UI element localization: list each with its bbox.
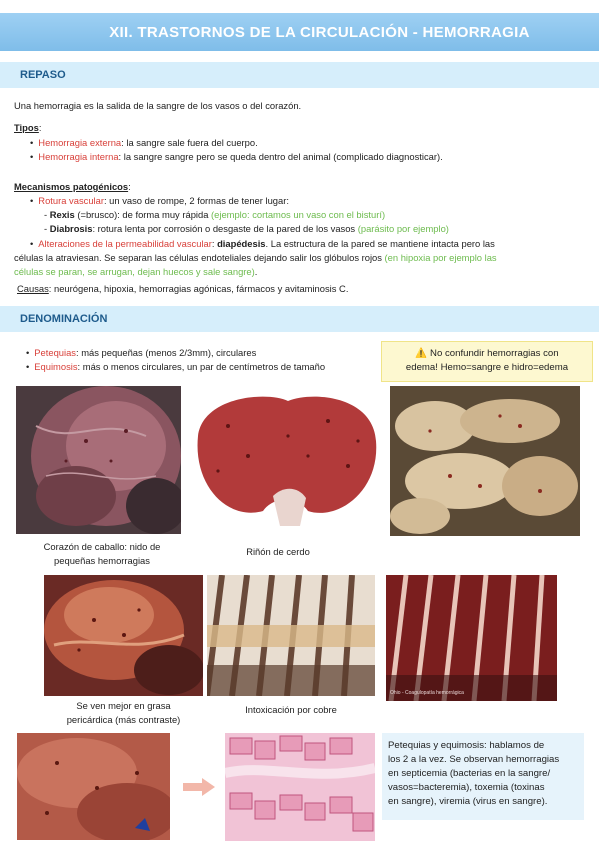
info-line: en septicemia (bacterias en la sangre/ [388, 768, 551, 779]
note-permeabilidad-1: (en hipoxia por ejemplo las [384, 252, 497, 263]
desc-rotura-vascular: : un vaso de rompe, 2 formas de tener lugar: [103, 195, 289, 206]
causas-heading: Causas [17, 283, 49, 294]
desc-equimosis: : más o menos circulares, un par de centímetros de tamaño [77, 361, 326, 372]
list-item [26, 360, 325, 374]
paragraph-line [14, 251, 497, 265]
perm-sep: : [211, 238, 218, 249]
caption-horse-heart-line-2: pequeñas hemorragias [54, 555, 150, 566]
caption-pericardial-fat-line-1: Se ven mejor en grasa [76, 700, 171, 711]
mecanismos-label: Mecanismos patogénicos: [14, 181, 131, 192]
list-item [30, 136, 258, 150]
list-item [26, 346, 256, 360]
perm-end: . [254, 266, 258, 277]
causas-line [17, 282, 348, 296]
caption-pig-kidney: Riñón de cerdo [246, 546, 310, 557]
info-line: los 2 a la vez. Se observan hemorragias [388, 754, 560, 765]
section-heading-repaso: REPASO [0, 62, 599, 88]
term-petequias: Petequias [34, 347, 76, 358]
term-rotura-vascular: Rotura vascular [38, 195, 104, 206]
desc-permeabilidad-1: . La estructura de la pared se mantiene intacta pero las [265, 238, 495, 249]
paragraph-line [14, 265, 257, 279]
caption-pericardial-fat-line-2: pericárdica (más contraste) [66, 714, 181, 725]
warning-line-2: edema! Hemo=sangre e hidro=edema [405, 362, 569, 373]
caption-copper-intoxication: Intoxicación por cobre [245, 704, 337, 715]
photo-intestines [390, 386, 580, 536]
top-strip [0, 0, 599, 11]
photo-copper-intoxication [207, 575, 375, 696]
desc-permeabilidad-2: células la atraviesan. Se separan las células endoteliales dejando salir los glóbulos rojos [14, 252, 385, 263]
photo-ribs-hemorrhage [386, 575, 557, 701]
note-rexis: (ejemplo: cortamos un vaso con el bisturí) [211, 209, 386, 220]
term-rexis: Rexis [49, 209, 75, 220]
list-item [44, 208, 385, 222]
warning-line-1: No confundir hemorragias con [430, 348, 559, 359]
page-title: XII. TRASTORNOS DE LA CIRCULACIÓN - HEMORRAGIA [0, 13, 599, 51]
photo-watermark: Ohio - Coagulopatía hemorrágica [390, 690, 464, 696]
desc-hemorragia-interna: : la sangre sangre pero se queda dentro del animal (complicado diagnosticar). [118, 151, 443, 162]
list-item [30, 237, 495, 251]
photo-pericardial-fat [44, 575, 203, 696]
intro-text: Una hemorragia es la salida de la sangre de los vasos o del corazón. [14, 100, 302, 111]
info-line: Petequias y equimosis: hablamos de [388, 740, 545, 751]
term-hemorragia-externa: Hemorragia externa [38, 137, 122, 148]
term-diapedesis: diapédesis [217, 238, 266, 249]
tipos-label: Tipos: [14, 122, 42, 133]
photo-horse-heart [16, 386, 181, 534]
caption-horse-heart-line-1: Corazón de caballo: nido de [43, 541, 161, 552]
warning-icon: ⚠️ [415, 348, 428, 359]
list-item [30, 150, 443, 164]
desc-hemorragia-externa: : la sangre sale fuera del cuerpo. [121, 137, 258, 148]
term-permeabilidad: Alteraciones de la permeabilidad vascular [38, 238, 212, 249]
photo-pig-kidney [188, 386, 384, 534]
warning-box [381, 341, 593, 382]
note-permeabilidad-2: células se paran, se arrugan, dejan huecos y sale sangre) [14, 266, 255, 277]
term-diabrosis: Diabrosis [49, 223, 93, 234]
photo-histology [225, 733, 375, 841]
caption-pericardial-fat [44, 699, 203, 727]
info-line: en sangre), viremia (virus en sangre). [388, 796, 548, 807]
mecanismos-heading: Mecanismos patogénicos [14, 181, 129, 192]
arrow-right-icon [183, 778, 215, 796]
list-item [44, 222, 449, 236]
info-line: vasos=bacteremia), toxemia (toxinas [388, 782, 545, 793]
desc-rexis: (=brusco): de forma muy rápida [74, 209, 212, 220]
caption-horse-heart [16, 540, 188, 568]
tipos-heading: Tipos [14, 122, 39, 133]
desc-diabrosis: : rotura lenta por corrosión o desgaste de la pared de los vasos [92, 223, 358, 234]
term-hemorragia-interna: Hemorragia interna [38, 151, 119, 162]
photo-tissue-gross [17, 733, 170, 840]
desc-petequias: : más pequeñas (menos 2/3mm), circulares [76, 347, 257, 358]
note-diabrosis: (parásito por ejemplo) [357, 223, 449, 234]
section-heading-denominacion: DENOMINACIÓN [0, 306, 599, 332]
list-item [30, 194, 289, 208]
term-equimosis: Equimosis [34, 361, 78, 372]
causas-desc: : neurógena, hipoxia, hemorragias agónicas, fármacos y avitaminosis C. [48, 283, 349, 294]
info-box [382, 733, 584, 820]
